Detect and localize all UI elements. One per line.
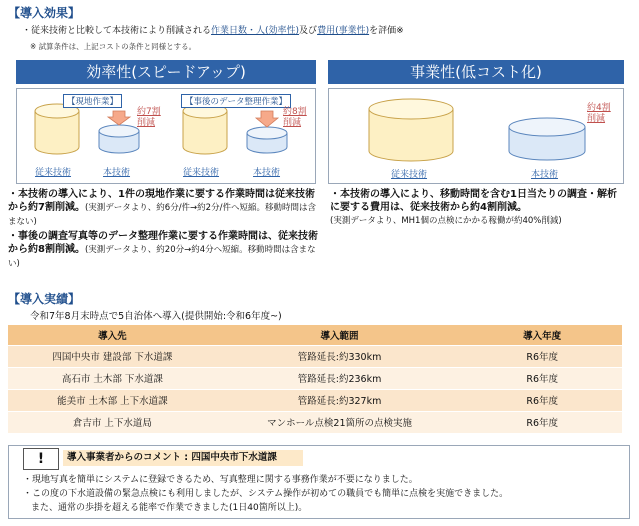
efficiency-bullet-2: ・事後の調査写真等のデータ整理作業に要する作業時間は、従来技術から約8割削減。(実測データより、約20分→約4分へ短縮。移動時間は含まない)	[8, 231, 318, 269]
cell-year: R6年度	[462, 367, 622, 389]
comment-title: 導入事業者からのコメント : 四国中央市下水道課	[63, 450, 303, 466]
cell-destination: 四国中央市 建設部 下水道課	[8, 345, 217, 367]
adoption-summary: 令和7年8月末時点で5自治体へ導入(提供開始:令和6年度~)	[30, 311, 282, 322]
table-row	[8, 411, 622, 433]
cell-scope: マンホール点検21箇所の点検実施	[217, 411, 463, 433]
tech-cylinder-onsite	[99, 125, 139, 153]
adoption-table	[8, 325, 622, 434]
tech-label-2: 本技術	[253, 168, 281, 178]
cell-destination: 倉吉市 上下水道局	[8, 411, 217, 433]
onsite-reduction: 約7割削減	[137, 107, 161, 128]
effect-description: ・従来技術と比較して本技術により削減される作業日数・人(効率性)及び費用(事業性)を評価※	[22, 26, 404, 36]
comment-line: ・この度の下水道設備の緊急点検にも利用しましたが、システム操作が初めての職員でも簡単に点検を実施できました。	[23, 489, 509, 499]
reduction-arrow-organize	[256, 111, 278, 127]
comment-line: また、通常の歩掛を超える能率で作業できました(1日40箇所以上)。	[31, 503, 308, 513]
efficiency-panel	[16, 88, 316, 184]
cost-reduction: 約4割削減	[587, 103, 611, 124]
tech-cylinder-organize	[247, 127, 287, 153]
alert-icon: !	[23, 448, 59, 470]
table-row	[8, 367, 622, 389]
conventional-cylinder-onsite	[35, 104, 79, 154]
cell-year: R6年度	[462, 345, 622, 367]
tech-cylinder-cost	[509, 118, 585, 160]
col-scope: 導入範囲	[217, 325, 463, 345]
conventional-label-3: 従来技術	[391, 170, 428, 180]
table-row	[8, 389, 622, 411]
efficiency-bullet-1: ・本技術の導入により、1件の現地作業に要する作業時間は従来技術から約7割削減。(実測データより、約6分/件→約2分/件へ短縮。移動時間は含まない)	[8, 189, 316, 227]
conventional-cylinder-cost	[369, 99, 453, 161]
onsite-work-label: 【現地作業】	[63, 94, 122, 108]
tech-label-3: 本技術	[531, 170, 559, 180]
cell-scope: 管路延長:約330km	[217, 345, 463, 367]
cell-year: R6年度	[462, 389, 622, 411]
effect-heading: 【導入効果】	[8, 6, 81, 20]
table-row	[8, 345, 622, 367]
tech-label-1: 本技術	[103, 168, 131, 178]
business-bullet: ・本技術の導入により、移動時間を含む1日当たりの調査・解析に要する費用は、従来技術から約4割削減。 (実測データより、MH1個の点検にかかる稼働が約40%削減)	[330, 189, 617, 226]
conventional-label-1: 従来技術	[35, 168, 72, 178]
business-banner: 事業性(低コスト化)	[328, 60, 624, 84]
col-destination: 導入先	[8, 325, 217, 345]
cell-destination: 能美市 土木部 上下水道課	[8, 389, 217, 411]
trial-note: ※ 試算条件は、上記コストの条件と同様とする。	[30, 42, 197, 51]
cell-destination: 高石市 土木部 下水道課	[8, 367, 217, 389]
comment-body	[23, 473, 627, 515]
business-panel	[328, 88, 624, 184]
conventional-cylinder-organize	[183, 104, 227, 154]
efficiency-banner: 効率性(スピードアップ)	[16, 60, 316, 84]
conventional-label-2: 従来技術	[183, 168, 220, 178]
organize-reduction: 約8割削減	[283, 107, 307, 128]
comment-box	[8, 445, 630, 519]
adoption-heading: 【導入実績】	[8, 292, 81, 306]
cell-scope: 管路延長:約327km	[217, 389, 463, 411]
cell-year: R6年度	[462, 411, 622, 433]
cell-scope: 管路延長:約236km	[217, 367, 463, 389]
reduction-arrow-onsite	[108, 111, 130, 125]
comment-line: ・現地写真を簡単にシステムに登録できるため、写真整理に関する事務作業が不要になりました。	[23, 475, 418, 485]
table-header-row	[8, 325, 622, 345]
organize-work-label: 【事後のデータ整理作業】	[181, 94, 291, 108]
col-year: 導入年度	[462, 325, 622, 345]
business-illustration	[329, 89, 625, 185]
